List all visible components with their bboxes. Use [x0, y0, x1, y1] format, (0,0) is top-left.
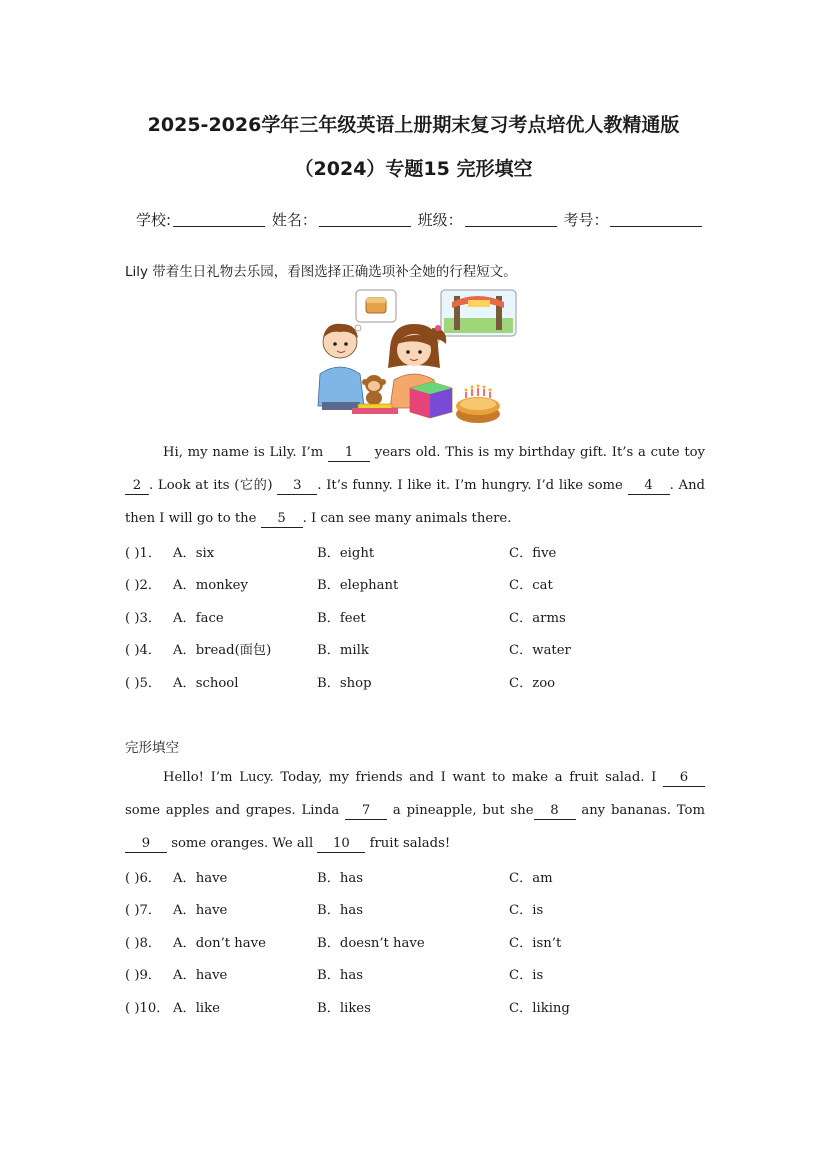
option-c[interactable]: C．liking [509, 1001, 570, 1016]
option-b[interactable]: B．likes [317, 1001, 371, 1016]
blank-8[interactable]: 8 [534, 803, 576, 820]
option-c[interactable]: C．five [509, 546, 557, 561]
boy-icon [318, 324, 364, 410]
section2-label: 完形填空 [125, 740, 179, 756]
question-8: ( )8． A．don’t have B．doesn’t have C．isn’t [125, 932, 705, 952]
option-a[interactable]: A．monkey [173, 578, 248, 593]
class-field[interactable] [465, 212, 557, 227]
option-a[interactable]: A．six [173, 546, 215, 561]
blank-4[interactable]: 4 [628, 478, 670, 495]
exam-number-field[interactable] [610, 212, 702, 227]
option-b[interactable]: B．doesn’t have [317, 936, 425, 951]
gift-box-icon [410, 382, 452, 418]
option-b[interactable]: B．shop [317, 676, 372, 691]
blank-5[interactable]: 5 [261, 511, 303, 528]
blank-10[interactable]: 10 [317, 836, 365, 853]
exam-number-label: 考号： [563, 211, 609, 229]
school-field[interactable] [173, 212, 265, 227]
option-b[interactable]: B．feet [317, 611, 366, 626]
question-1: ( )1． A．six B．eight C．five [125, 542, 705, 562]
option-a[interactable]: A．school [173, 676, 239, 691]
option-c[interactable]: C．zoo [509, 676, 556, 691]
blank-9[interactable]: 9 [125, 836, 167, 853]
page-title: 2025-2026学年三年级英语上册期末复习考点培优人教精通版 [147, 114, 680, 136]
question-6: ( )6． A．have B．has C．am [125, 867, 705, 887]
option-c[interactable]: C．water [509, 643, 571, 658]
option-a[interactable]: A．have [173, 968, 228, 983]
bread-thought-bubble-icon [350, 290, 396, 336]
question-4: ( )4． A．bread(面包) B．milk C．water [125, 639, 705, 659]
question-2: ( )2． A．monkey B．elephant C．cat [125, 574, 705, 594]
option-c[interactable]: C．cat [509, 578, 553, 593]
option-b[interactable]: B．elephant [317, 578, 399, 593]
option-a[interactable]: A．don’t have [173, 936, 266, 951]
question-3: ( )3． A．face B．feet C．arms [125, 607, 705, 627]
option-b[interactable]: B．has [317, 968, 364, 983]
birthday-cake-icon [456, 385, 500, 424]
blank-6[interactable]: 6 [663, 770, 705, 787]
page-subtitle: （2024）专题15 完形填空 [294, 158, 533, 180]
question-7: ( )7． A．have B．has C．is [125, 899, 705, 919]
option-b[interactable]: B．has [317, 871, 364, 886]
section1-instruction: Lily 带着生日礼物去乐园，看图选择正确选项补全她的行程短文。 [125, 264, 517, 280]
option-c[interactable]: C．arms [509, 611, 566, 626]
question-10: ( )10． A．like B．likes C．liking [125, 997, 705, 1017]
question-9: ( )9． A．have B．has C．is [125, 964, 705, 984]
option-b[interactable]: B．eight [317, 546, 375, 561]
name-field[interactable] [319, 212, 411, 227]
option-a[interactable]: A．like [173, 1001, 220, 1016]
zoo-thought-bubble-icon [433, 290, 516, 343]
passage-1: Hi, my name is Lily. I’m 1 years old. This is my birthday gift. It’s a cute toy 2 . Look at its (它的) 3 . It’s funny. I like it. I’m hungry. I’d like some 4 . And then I will go to the 5 . I can see many animals there. [125, 445, 706, 526]
passage-2: Hello! I’m Lucy. Today, my friends and I want to make a fruit salad. I 6 some apples and grapes. Linda 7 a pineapple, but she 8 any bananas. Tom 9 some oranges. We all 10 fruit salads! [125, 770, 705, 851]
option-c[interactable]: C．is [509, 903, 544, 918]
option-a[interactable]: A．have [173, 903, 228, 918]
option-a[interactable]: A．face [173, 611, 224, 626]
name-label: 姓名： [271, 211, 317, 229]
option-c[interactable]: C．isn’t [509, 936, 562, 951]
school-label: 学校: [136, 211, 172, 229]
blank-3[interactable]: 3 [277, 478, 317, 495]
lily-birthday-illustration [306, 288, 526, 430]
option-b[interactable]: B．milk [317, 643, 369, 658]
option-c[interactable]: C．is [509, 968, 544, 983]
option-a[interactable]: A．have [173, 871, 228, 886]
blank-7[interactable]: 7 [345, 803, 387, 820]
student-info-row [136, 209, 696, 230]
blank-1[interactable]: 1 [328, 445, 370, 462]
option-a[interactable]: A．bread(面包) [173, 643, 272, 658]
option-c[interactable]: C．am [509, 871, 553, 886]
option-b[interactable]: B．has [317, 903, 364, 918]
blank-2[interactable]: 2 [125, 478, 149, 495]
question-5: ( )5． A．school B．shop C．zoo [125, 672, 705, 692]
class-label: 班级： [417, 211, 463, 229]
